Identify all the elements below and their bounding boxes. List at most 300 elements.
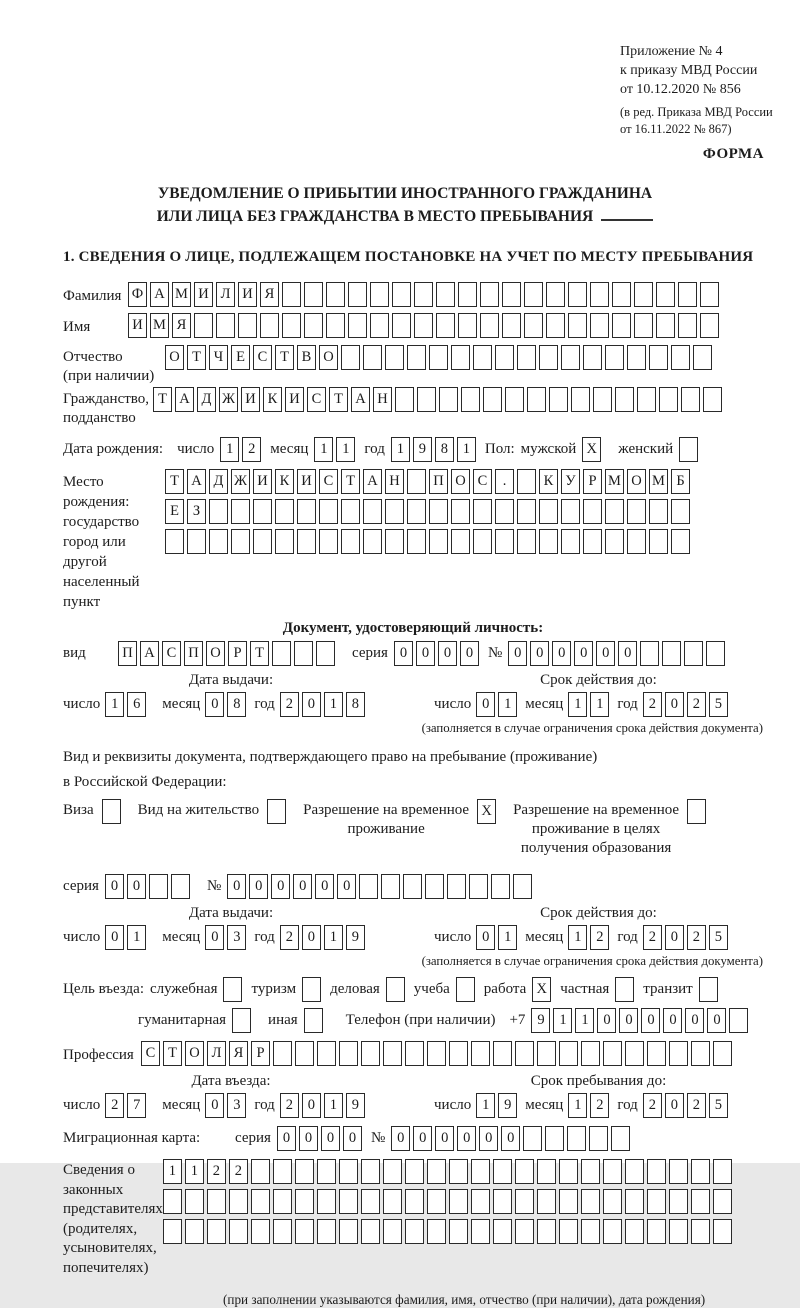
char-box[interactable]	[713, 1159, 732, 1184]
char-box[interactable]: 1	[105, 692, 124, 717]
char-box[interactable]	[523, 1126, 542, 1151]
char-box[interactable]	[449, 1041, 468, 1066]
char-box[interactable]: И	[253, 469, 272, 494]
char-box[interactable]: А	[187, 469, 206, 494]
char-box[interactable]: П	[429, 469, 448, 494]
char-box[interactable]: 0	[618, 641, 637, 666]
char-box[interactable]	[647, 1219, 666, 1244]
char-box[interactable]: 0	[302, 925, 321, 950]
char-box[interactable]: 0	[552, 641, 571, 666]
char-box[interactable]	[407, 499, 426, 524]
char-box[interactable]	[581, 1189, 600, 1214]
char-box[interactable]: 0	[413, 1126, 432, 1151]
char-box[interactable]: Т	[341, 469, 360, 494]
char-box[interactable]: И	[285, 387, 304, 412]
char-box[interactable]: 0	[205, 925, 224, 950]
char-box[interactable]: 1	[476, 1093, 495, 1118]
char-box[interactable]	[561, 345, 580, 370]
char-box[interactable]	[439, 387, 458, 412]
char-box[interactable]	[363, 345, 382, 370]
char-box[interactable]	[339, 1159, 358, 1184]
char-box[interactable]: Б	[671, 469, 690, 494]
char-box[interactable]: 1	[324, 1093, 343, 1118]
char-box[interactable]	[605, 345, 624, 370]
char-box[interactable]	[187, 529, 206, 554]
char-box[interactable]	[209, 529, 228, 554]
char-box[interactable]	[229, 1219, 248, 1244]
char-box[interactable]	[691, 1189, 710, 1214]
char-box[interactable]: 0	[574, 641, 593, 666]
char-box[interactable]: 0	[271, 874, 290, 899]
char-box[interactable]	[603, 1219, 622, 1244]
char-box[interactable]: 0	[530, 641, 549, 666]
char-box[interactable]	[238, 313, 257, 338]
char-box[interactable]: В	[297, 345, 316, 370]
char-box[interactable]	[549, 387, 568, 412]
char-box[interactable]	[273, 1041, 292, 1066]
char-box[interactable]	[706, 641, 725, 666]
char-box[interactable]	[339, 1219, 358, 1244]
char-box[interactable]	[295, 1219, 314, 1244]
char-box[interactable]	[612, 313, 631, 338]
char-box[interactable]	[275, 529, 294, 554]
char-box[interactable]: Т	[250, 641, 269, 666]
char-box[interactable]	[272, 641, 291, 666]
char-box[interactable]: А	[351, 387, 370, 412]
char-box[interactable]	[524, 282, 543, 307]
char-box[interactable]	[451, 529, 470, 554]
char-box[interactable]	[567, 1126, 586, 1151]
char-box[interactable]	[294, 641, 313, 666]
char-box[interactable]	[231, 529, 250, 554]
char-box[interactable]	[451, 499, 470, 524]
char-box[interactable]: 1	[336, 437, 355, 462]
char-box[interactable]: Д	[209, 469, 228, 494]
char-box[interactable]: И	[128, 313, 147, 338]
char-box[interactable]	[267, 799, 286, 824]
char-box[interactable]	[678, 282, 697, 307]
char-box[interactable]	[471, 1159, 490, 1184]
char-box[interactable]: Н	[373, 387, 392, 412]
char-box[interactable]	[386, 977, 405, 1002]
char-box[interactable]	[370, 282, 389, 307]
char-box[interactable]	[407, 529, 426, 554]
char-box[interactable]	[407, 345, 426, 370]
char-box[interactable]	[317, 1041, 336, 1066]
char-box[interactable]	[102, 799, 121, 824]
char-box[interactable]: X	[532, 977, 551, 1002]
char-box[interactable]	[659, 387, 678, 412]
char-box[interactable]: 0	[249, 874, 268, 899]
char-box[interactable]	[405, 1219, 424, 1244]
char-box[interactable]	[671, 345, 690, 370]
char-box[interactable]: 1	[324, 692, 343, 717]
char-box[interactable]: С	[473, 469, 492, 494]
char-box[interactable]: 2	[105, 1093, 124, 1118]
char-box[interactable]	[275, 499, 294, 524]
char-box[interactable]: .	[495, 469, 514, 494]
char-box[interactable]	[473, 499, 492, 524]
char-box[interactable]: 0	[457, 1126, 476, 1151]
char-box[interactable]	[568, 282, 587, 307]
char-box[interactable]: 2	[280, 692, 299, 717]
char-box[interactable]: 0	[127, 874, 146, 899]
char-box[interactable]	[713, 1189, 732, 1214]
char-box[interactable]	[561, 529, 580, 554]
char-box[interactable]	[341, 529, 360, 554]
char-box[interactable]	[282, 282, 301, 307]
char-box[interactable]	[405, 1189, 424, 1214]
char-box[interactable]	[502, 313, 521, 338]
char-box[interactable]: 1	[127, 925, 146, 950]
char-box[interactable]	[223, 977, 242, 1002]
char-box[interactable]: 0	[597, 1008, 616, 1033]
char-box[interactable]	[699, 977, 718, 1002]
char-box[interactable]: Т	[275, 345, 294, 370]
char-box[interactable]	[480, 282, 499, 307]
char-box[interactable]: 1	[324, 925, 343, 950]
char-box[interactable]: 0	[293, 874, 312, 899]
char-box[interactable]: Л	[207, 1041, 226, 1066]
char-box[interactable]	[403, 874, 422, 899]
char-box[interactable]	[436, 282, 455, 307]
char-box[interactable]: 0	[321, 1126, 340, 1151]
char-box[interactable]: А	[175, 387, 194, 412]
char-box[interactable]: С	[307, 387, 326, 412]
char-box[interactable]	[656, 282, 675, 307]
char-box[interactable]: 0	[476, 692, 495, 717]
char-box[interactable]	[495, 529, 514, 554]
char-box[interactable]	[425, 874, 444, 899]
char-box[interactable]	[436, 313, 455, 338]
char-box[interactable]	[473, 345, 492, 370]
char-box[interactable]	[612, 282, 631, 307]
char-box[interactable]	[319, 499, 338, 524]
char-box[interactable]	[517, 499, 536, 524]
char-box[interactable]: 1	[391, 437, 410, 462]
char-box[interactable]	[407, 469, 426, 494]
char-box[interactable]	[339, 1041, 358, 1066]
char-box[interactable]	[414, 282, 433, 307]
char-box[interactable]	[449, 1159, 468, 1184]
char-box[interactable]: 0	[299, 1126, 318, 1151]
char-box[interactable]	[449, 1219, 468, 1244]
char-box[interactable]	[539, 345, 558, 370]
char-box[interactable]	[456, 977, 475, 1002]
char-box[interactable]	[647, 1189, 666, 1214]
char-box[interactable]: 2	[687, 925, 706, 950]
char-box[interactable]: 1	[498, 692, 517, 717]
char-box[interactable]	[515, 1041, 534, 1066]
char-box[interactable]	[625, 1159, 644, 1184]
char-box[interactable]	[348, 282, 367, 307]
char-box[interactable]: К	[263, 387, 282, 412]
char-box[interactable]: 1	[498, 925, 517, 950]
char-box[interactable]	[649, 345, 668, 370]
char-box[interactable]	[427, 1159, 446, 1184]
char-box[interactable]	[537, 1189, 556, 1214]
char-box[interactable]	[429, 529, 448, 554]
char-box[interactable]: 1	[553, 1008, 572, 1033]
char-box[interactable]: 3	[227, 925, 246, 950]
char-box[interactable]	[405, 1159, 424, 1184]
char-box[interactable]: 0	[205, 1093, 224, 1118]
char-box[interactable]	[615, 977, 634, 1002]
char-box[interactable]: 0	[596, 641, 615, 666]
char-box[interactable]: С	[141, 1041, 160, 1066]
char-box[interactable]: Е	[231, 345, 250, 370]
char-box[interactable]	[253, 529, 272, 554]
char-box[interactable]: Ж	[231, 469, 250, 494]
char-box[interactable]	[527, 387, 546, 412]
char-box[interactable]	[669, 1219, 688, 1244]
char-box[interactable]: 0	[476, 925, 495, 950]
char-box[interactable]	[647, 1159, 666, 1184]
char-box[interactable]	[395, 387, 414, 412]
char-box[interactable]	[700, 313, 719, 338]
char-box[interactable]: X	[582, 437, 601, 462]
char-box[interactable]	[361, 1159, 380, 1184]
char-box[interactable]: М	[649, 469, 668, 494]
char-box[interactable]: Ж	[219, 387, 238, 412]
char-box[interactable]: 2	[590, 1093, 609, 1118]
char-box[interactable]	[216, 313, 235, 338]
char-box[interactable]: М	[605, 469, 624, 494]
char-box[interactable]: 1	[568, 925, 587, 950]
char-box[interactable]	[537, 1159, 556, 1184]
char-box[interactable]	[295, 1159, 314, 1184]
char-box[interactable]: 0	[663, 1008, 682, 1033]
char-box[interactable]	[339, 1189, 358, 1214]
char-box[interactable]	[590, 313, 609, 338]
char-box[interactable]	[581, 1219, 600, 1244]
char-box[interactable]	[611, 1126, 630, 1151]
char-box[interactable]: 9	[531, 1008, 550, 1033]
char-box[interactable]: 0	[435, 1126, 454, 1151]
char-box[interactable]: 1	[185, 1159, 204, 1184]
char-box[interactable]: П	[118, 641, 137, 666]
char-box[interactable]: 2	[590, 925, 609, 950]
char-box[interactable]: А	[140, 641, 159, 666]
char-box[interactable]	[495, 499, 514, 524]
char-box[interactable]	[649, 529, 668, 554]
char-box[interactable]	[194, 313, 213, 338]
char-box[interactable]: 0	[302, 1093, 321, 1118]
char-box[interactable]	[149, 874, 168, 899]
char-box[interactable]	[370, 313, 389, 338]
char-box[interactable]: Т	[163, 1041, 182, 1066]
char-box[interactable]: 2	[207, 1159, 226, 1184]
char-box[interactable]	[427, 1189, 446, 1214]
char-box[interactable]	[502, 282, 521, 307]
char-box[interactable]	[383, 1041, 402, 1066]
char-box[interactable]	[458, 313, 477, 338]
char-box[interactable]	[627, 499, 646, 524]
char-box[interactable]: М	[172, 282, 191, 307]
char-box[interactable]: 0	[343, 1126, 362, 1151]
char-box[interactable]	[505, 387, 524, 412]
char-box[interactable]	[546, 313, 565, 338]
char-box[interactable]	[539, 529, 558, 554]
char-box[interactable]	[427, 1041, 446, 1066]
char-box[interactable]: 0	[479, 1126, 498, 1151]
char-box[interactable]: 2	[229, 1159, 248, 1184]
char-box[interactable]: О	[165, 345, 184, 370]
char-box[interactable]	[515, 1219, 534, 1244]
char-box[interactable]	[282, 313, 301, 338]
char-box[interactable]	[383, 1189, 402, 1214]
char-box[interactable]	[493, 1189, 512, 1214]
char-box[interactable]: 8	[435, 437, 454, 462]
char-box[interactable]	[229, 1189, 248, 1214]
char-box[interactable]: И	[238, 282, 257, 307]
char-box[interactable]: 0	[227, 874, 246, 899]
char-box[interactable]	[163, 1189, 182, 1214]
char-box[interactable]: Ф	[128, 282, 147, 307]
char-box[interactable]: 0	[105, 925, 124, 950]
char-box[interactable]	[253, 499, 272, 524]
char-box[interactable]	[302, 977, 321, 1002]
char-box[interactable]	[483, 387, 502, 412]
char-box[interactable]: Ч	[209, 345, 228, 370]
char-box[interactable]	[495, 345, 514, 370]
char-box[interactable]	[363, 529, 382, 554]
char-box[interactable]: 1	[314, 437, 333, 462]
char-box[interactable]	[363, 499, 382, 524]
char-box[interactable]	[209, 499, 228, 524]
char-box[interactable]: Р	[228, 641, 247, 666]
char-box[interactable]	[581, 1159, 600, 1184]
char-box[interactable]: И	[241, 387, 260, 412]
char-box[interactable]	[304, 1008, 323, 1033]
char-box[interactable]	[447, 874, 466, 899]
char-box[interactable]	[385, 345, 404, 370]
char-box[interactable]	[385, 499, 404, 524]
char-box[interactable]	[185, 1189, 204, 1214]
char-box[interactable]: К	[539, 469, 558, 494]
char-box[interactable]	[491, 874, 510, 899]
char-box[interactable]: 9	[498, 1093, 517, 1118]
char-box[interactable]	[171, 874, 190, 899]
char-box[interactable]: Т	[165, 469, 184, 494]
char-box[interactable]	[251, 1219, 270, 1244]
char-box[interactable]	[469, 874, 488, 899]
char-box[interactable]	[593, 387, 612, 412]
char-box[interactable]: Я	[172, 313, 191, 338]
char-box[interactable]	[589, 1126, 608, 1151]
char-box[interactable]	[703, 387, 722, 412]
char-box[interactable]	[319, 529, 338, 554]
char-box[interactable]	[316, 641, 335, 666]
char-box[interactable]	[713, 1041, 732, 1066]
char-box[interactable]	[429, 499, 448, 524]
char-box[interactable]	[473, 529, 492, 554]
char-box[interactable]	[669, 1189, 688, 1214]
char-box[interactable]: 2	[643, 1093, 662, 1118]
char-box[interactable]	[304, 282, 323, 307]
char-box[interactable]: И	[194, 282, 213, 307]
char-box[interactable]	[603, 1041, 622, 1066]
char-box[interactable]	[684, 641, 703, 666]
char-box[interactable]: С	[319, 469, 338, 494]
char-box[interactable]	[317, 1189, 336, 1214]
char-box[interactable]	[603, 1159, 622, 1184]
char-box[interactable]: К	[275, 469, 294, 494]
char-box[interactable]	[691, 1159, 710, 1184]
char-box[interactable]: 0	[619, 1008, 638, 1033]
char-box[interactable]	[480, 313, 499, 338]
char-box[interactable]	[185, 1219, 204, 1244]
char-box[interactable]: 1	[568, 1093, 587, 1118]
char-box[interactable]	[341, 345, 360, 370]
char-box[interactable]	[605, 499, 624, 524]
char-box[interactable]	[729, 1008, 748, 1033]
char-box[interactable]	[317, 1219, 336, 1244]
char-box[interactable]: 0	[277, 1126, 296, 1151]
char-box[interactable]	[515, 1159, 534, 1184]
char-box[interactable]	[392, 282, 411, 307]
char-box[interactable]	[605, 529, 624, 554]
char-box[interactable]	[571, 387, 590, 412]
char-box[interactable]: 0	[501, 1126, 520, 1151]
char-box[interactable]: Т	[153, 387, 172, 412]
char-box[interactable]	[295, 1189, 314, 1214]
char-box[interactable]: 1	[590, 692, 609, 717]
char-box[interactable]: 5	[709, 1093, 728, 1118]
char-box[interactable]	[625, 1219, 644, 1244]
char-box[interactable]	[559, 1189, 578, 1214]
char-box[interactable]	[471, 1189, 490, 1214]
char-box[interactable]: С	[162, 641, 181, 666]
char-box[interactable]	[513, 874, 532, 899]
char-box[interactable]	[493, 1219, 512, 1244]
char-box[interactable]	[517, 469, 536, 494]
char-box[interactable]	[260, 313, 279, 338]
char-box[interactable]: 8	[346, 692, 365, 717]
char-box[interactable]	[700, 282, 719, 307]
char-box[interactable]: О	[185, 1041, 204, 1066]
char-box[interactable]	[414, 313, 433, 338]
char-box[interactable]: Я	[229, 1041, 248, 1066]
char-box[interactable]	[417, 387, 436, 412]
char-box[interactable]	[493, 1041, 512, 1066]
char-box[interactable]	[581, 1041, 600, 1066]
char-box[interactable]: 0	[205, 692, 224, 717]
char-box[interactable]: 0	[641, 1008, 660, 1033]
char-box[interactable]	[681, 387, 700, 412]
char-box[interactable]	[713, 1219, 732, 1244]
char-box[interactable]: 0	[665, 925, 684, 950]
char-box[interactable]: 0	[707, 1008, 726, 1033]
char-box[interactable]	[451, 345, 470, 370]
char-box[interactable]	[693, 345, 712, 370]
char-box[interactable]: 2	[687, 1093, 706, 1118]
char-box[interactable]	[691, 1219, 710, 1244]
char-box[interactable]: С	[253, 345, 272, 370]
char-box[interactable]	[361, 1041, 380, 1066]
char-box[interactable]	[671, 499, 690, 524]
char-box[interactable]: 1	[163, 1159, 182, 1184]
char-box[interactable]	[517, 529, 536, 554]
char-box[interactable]: 5	[709, 925, 728, 950]
char-box[interactable]: 1	[457, 437, 476, 462]
char-box[interactable]: 0	[315, 874, 334, 899]
char-box[interactable]: 2	[280, 1093, 299, 1118]
char-box[interactable]	[615, 387, 634, 412]
char-box[interactable]	[625, 1041, 644, 1066]
char-box[interactable]	[517, 345, 536, 370]
char-box[interactable]: 0	[665, 692, 684, 717]
